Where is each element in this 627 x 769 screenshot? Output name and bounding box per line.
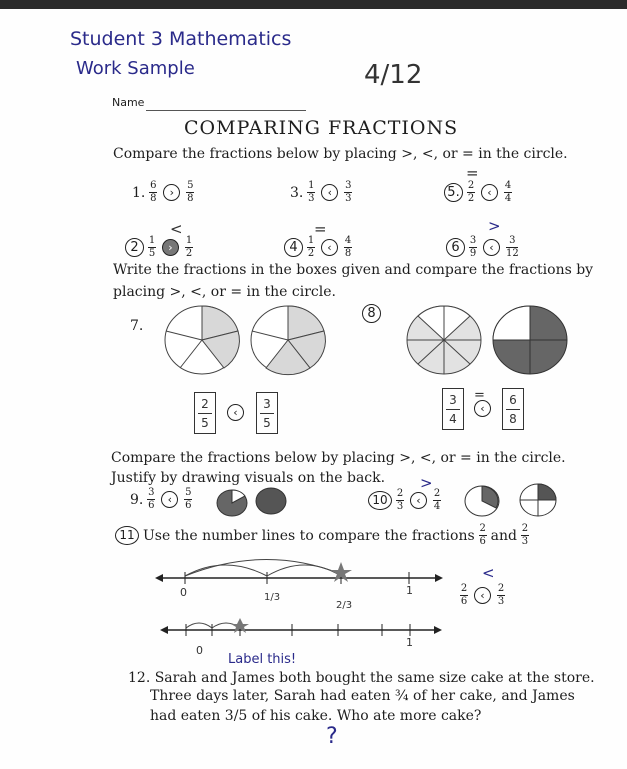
answer-circle[interactable]: ‹	[474, 400, 491, 417]
fraction: $\frac{5}{8}$	[187, 180, 194, 204]
fraction: $\frac{3}{9}$	[469, 235, 477, 259]
answer-circle[interactable]: ‹	[227, 404, 244, 421]
and-text: and	[490, 527, 517, 544]
sample-subtitle: Work Sample	[76, 58, 195, 79]
instructions-3a: Compare the fractions below by placing >, <, or = in the circle.	[111, 450, 566, 466]
answer-box[interactable]: 3 4	[442, 388, 464, 430]
fraction: $\frac{1}{2}$	[307, 235, 315, 259]
number-line-label: 0	[180, 586, 187, 599]
instructions-2a: Write the fractions in the boxes given and compare the fractions by	[113, 262, 594, 278]
problem-11-text: Use the number lines to compare the fractions	[143, 527, 475, 544]
instructions-3b: Justify by drawing visuals on the back.	[111, 470, 386, 486]
fraction: $\frac{5}{6}$	[185, 487, 192, 511]
problem-12-line2: Three days later, Sarah had eaten ¾ of her cake, and James	[150, 688, 575, 704]
answer-box[interactable]: 6 8	[502, 388, 524, 430]
fraction: $\frac{1}{2}$	[185, 235, 193, 259]
instructions-1: Compare the fractions below by placing >, <, or = in the circle.	[113, 146, 568, 162]
number-line-label: 0	[196, 644, 203, 657]
number-line-label: 1/3	[264, 592, 281, 603]
problem-11-answer	[460, 584, 505, 607]
problem-number: 9.	[130, 491, 144, 508]
problem-10	[368, 489, 441, 512]
instructions-2b: placing >, <, or = in the circle.	[113, 284, 336, 300]
answer-circle[interactable]: ›	[163, 184, 180, 201]
fraction: $\frac{2}{3}$	[497, 583, 505, 607]
fraction: $\frac{6}{8}$	[150, 180, 157, 204]
problem-number-circled: 10	[368, 491, 392, 510]
problem-12-line3: had eaten 3/5 of his cake. Who ate more cake?	[150, 708, 482, 724]
fraction-circle-fifths-a	[162, 304, 242, 376]
sample-title: Student 3 Mathematics	[70, 28, 292, 50]
fraction: $\frac{2}{4}$	[433, 488, 441, 512]
drawn-circle-sixths	[254, 486, 288, 516]
problem-12-answer: ?	[326, 724, 338, 749]
drawn-circle-quarters	[516, 482, 560, 518]
fraction-circle-quarters	[490, 304, 570, 376]
answer-circle[interactable]: ‹	[410, 492, 427, 509]
fraction: $\frac{4}{8}$	[344, 235, 352, 259]
handwritten-mark: <	[170, 220, 183, 238]
problem-number-circled: 2	[125, 238, 144, 257]
fraction-circle-eighths	[404, 304, 484, 376]
answer-circle[interactable]: ‹	[481, 184, 498, 201]
answer-circle[interactable]: ‹	[321, 184, 338, 201]
drawn-circle-sixths	[215, 488, 249, 518]
answer-box[interactable]: 2 5	[194, 392, 216, 434]
window-top-bar	[0, 0, 627, 9]
fraction: $\frac{1}{3}$	[308, 180, 315, 204]
drawn-circle-thirds	[462, 484, 502, 518]
number-line-label: 1	[406, 636, 413, 649]
problem-number-circled: 11	[115, 526, 139, 545]
problem-6	[446, 236, 519, 259]
fraction: $\frac{2}{6}$	[460, 583, 468, 607]
problem-12-line1: 12. Sarah and James both bought the same size cake at the store.	[128, 670, 595, 686]
fraction: $\frac{4}{4}$	[504, 180, 512, 204]
problem-2	[125, 236, 193, 259]
fraction: $\frac{2}{3}$	[396, 488, 404, 512]
problem-number: 3.	[290, 184, 304, 201]
fraction: $\frac{2}{6}$	[479, 523, 486, 547]
answer-circle[interactable]: ›	[162, 239, 179, 256]
fraction: $\frac{3}{3}$	[345, 180, 352, 204]
fraction-circle-fifths-b	[248, 304, 328, 376]
answer-circle[interactable]: ‹	[474, 587, 491, 604]
problem-number-circled: 6	[446, 238, 465, 257]
problem-7-number: 7.	[130, 318, 144, 334]
handwritten-mark: >	[488, 217, 501, 235]
handwritten-date: 4/12	[364, 60, 423, 90]
fraction: $\frac{3}{12}$	[506, 235, 519, 259]
problem-3	[290, 181, 352, 204]
label-this-note: Label this!	[228, 652, 297, 667]
handwritten-mark: =	[466, 164, 479, 182]
fraction: $\frac{1}{5}$	[148, 235, 156, 259]
answer-circle[interactable]: ‹	[321, 239, 338, 256]
handwritten-mark: =	[314, 220, 327, 238]
fraction: $\frac{2}{3}$	[521, 523, 529, 547]
name-label: Name	[112, 96, 145, 109]
number-line-label: 1	[406, 584, 413, 597]
name-line	[146, 110, 306, 111]
problem-number-circled: 4	[284, 238, 303, 257]
problem-4	[284, 236, 352, 259]
problem-5	[444, 181, 512, 204]
problem-number: 1.	[132, 184, 146, 201]
handwritten-mark: <	[482, 564, 495, 582]
fraction: $\frac{2}{2}$	[467, 180, 475, 204]
number-line-label: 2/3	[336, 600, 353, 611]
handwritten-mark: =	[474, 388, 485, 403]
problem-1	[132, 181, 194, 204]
problem-9	[130, 488, 192, 511]
fraction: $\frac{3}{6}$	[148, 487, 155, 511]
worksheet-title: COMPARING FRACTIONS	[184, 117, 459, 139]
handwritten-mark: >	[420, 474, 433, 492]
answer-circle[interactable]: ‹	[483, 239, 500, 256]
answer-box[interactable]: 3 5	[256, 392, 278, 434]
problem-8-number: 8	[362, 302, 381, 323]
answer-circle[interactable]: ‹	[161, 491, 178, 508]
problem-11	[115, 524, 529, 547]
problem-number-circled: 5.	[444, 183, 463, 202]
